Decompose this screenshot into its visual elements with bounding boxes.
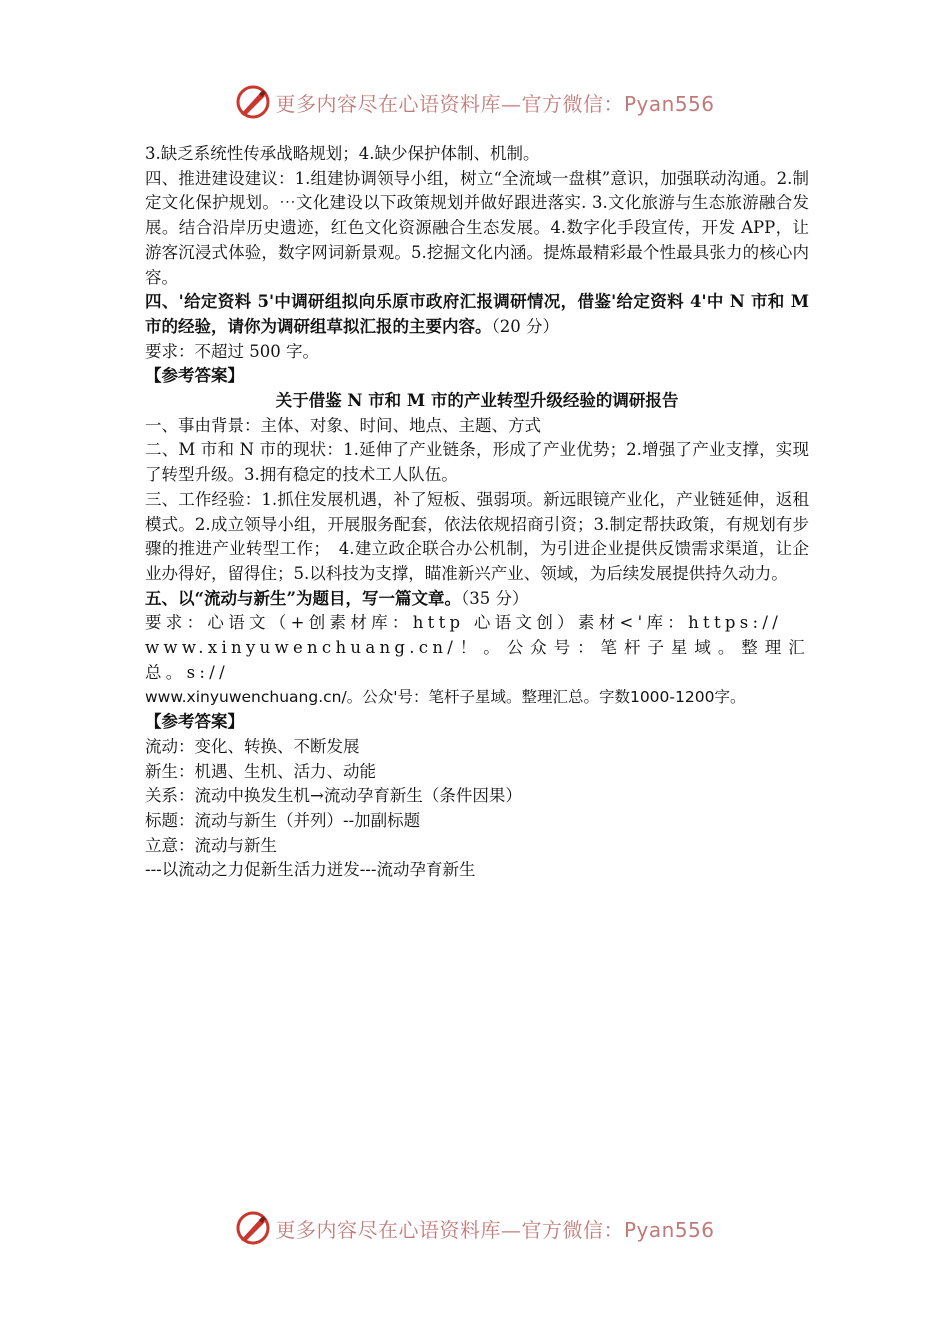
answer-line: 标题：流动与新生（并列）--加副标题 [145, 810, 421, 830]
watermark-text: 更多内容尽在心语资料库—官方微信：Pyan556 [275, 91, 715, 116]
paragraph: 四、推进建设建议：1.组建协调领导小组，树立“全流域一盘棋”意识，加强联动沟通。2.制定文化保护规划。⋯文化建设以下政策规划并做好跟进落实. 3.文化旅游与生态旅游融合发展。结合沿岸历史遗迹，红色文化资源融合生态发展。4.数字化手段宣传，开发 APP，让游客沉浸式体验，数字网词新景观。5.挖掘文化内涵。提炼最精彩最个性最具张力的核心内容。 [145, 168, 809, 287]
answer-line: 关系：流动中换发生机→流动孕育新生（条件因果） [145, 786, 522, 806]
question-4-prompt: 四、'给定资料 5'中调研组拟向乐原市政府汇报调研情况，借鉴'给定资料 4'中 N 市和 M 市的经验，请你为调研组草拟汇报的主要内容。 [145, 292, 809, 336]
question-4 [145, 290, 809, 339]
question-5-requirement-line: 要求：心语文（+创素材库：http 心语文创）素材<'库：https:// [145, 613, 783, 633]
pen-logo-icon [235, 84, 271, 120]
paragraph: 一、事由背景：主体、对象、时间、地点、主题、方式 [145, 415, 541, 435]
watermark-text: 更多内容尽在心语资料库—官方微信：Pyan556 [275, 1217, 715, 1242]
question-4-score: （20 分） [491, 316, 559, 336]
watermark-banner-top [0, 84, 950, 120]
paragraph: 二、M 市和 N 市的现状：1.延伸了产业链条，形成了产业优势；2.增强了产业支撑，实现了转型升级。3.拥有稳定的技术工人队伍。 [145, 440, 809, 485]
answer-line: 流动：变化、转换、不断发展 [145, 736, 360, 756]
answer-line: ---以流动之力促新生活力迸发---流动孕育新生 [145, 860, 476, 880]
answer-line: 新生：机遇、生机、活力、动能 [145, 761, 376, 781]
question-5-prompt: 五、以“流动与新生”为题目，写一篇文章。 [145, 588, 461, 608]
pen-logo-icon [235, 1210, 271, 1246]
question-4-requirement: 要求：不超过 500 字。 [145, 341, 319, 361]
paragraph: 3.缺乏系统性传承战略规划；4.缺少保护体制、机制。 [145, 144, 540, 163]
reference-answer-heading: 【参考答案】 [145, 712, 244, 732]
question-5-requirement-line: www.xinyuwenchuang.cn/！。公众号：笔杆子星域。整理汇总。s:// [145, 638, 809, 682]
answer-line: 立意：流动与新生 [145, 835, 277, 855]
watermark-banner-bottom [0, 1210, 950, 1246]
document-body [145, 142, 809, 883]
reference-answer-heading: 【参考答案】 [145, 366, 244, 386]
question-5 [145, 587, 809, 612]
question-5-requirement-line: www.xinyuwenchuang.cn/。公众'号：笔杆子星域。整理汇总。字数1000-1200字。 [145, 688, 746, 707]
paragraph: 三、工作经验：1.抓住发展机遇，补了短板、强弱项。新远眼镜产业化，产业链延伸，返租模式。2.成立领导小组，开展服务配套，依法依规招商引资；3.制定帮扶政策，有规划有步骤的推进产业转型工作； 4.建立政企联合办公机制，为引进企业提供反馈需求渠道，让企业办得好，留得住；5.以科技为支撑，瞄准新兴产业、领域，为后续发展提供持久动力。 [145, 489, 809, 583]
report-title: 关于借鉴 N 市和 M 市的产业转型升级经验的调研报告 [275, 391, 679, 411]
question-5-score: （35 分） [460, 588, 529, 608]
